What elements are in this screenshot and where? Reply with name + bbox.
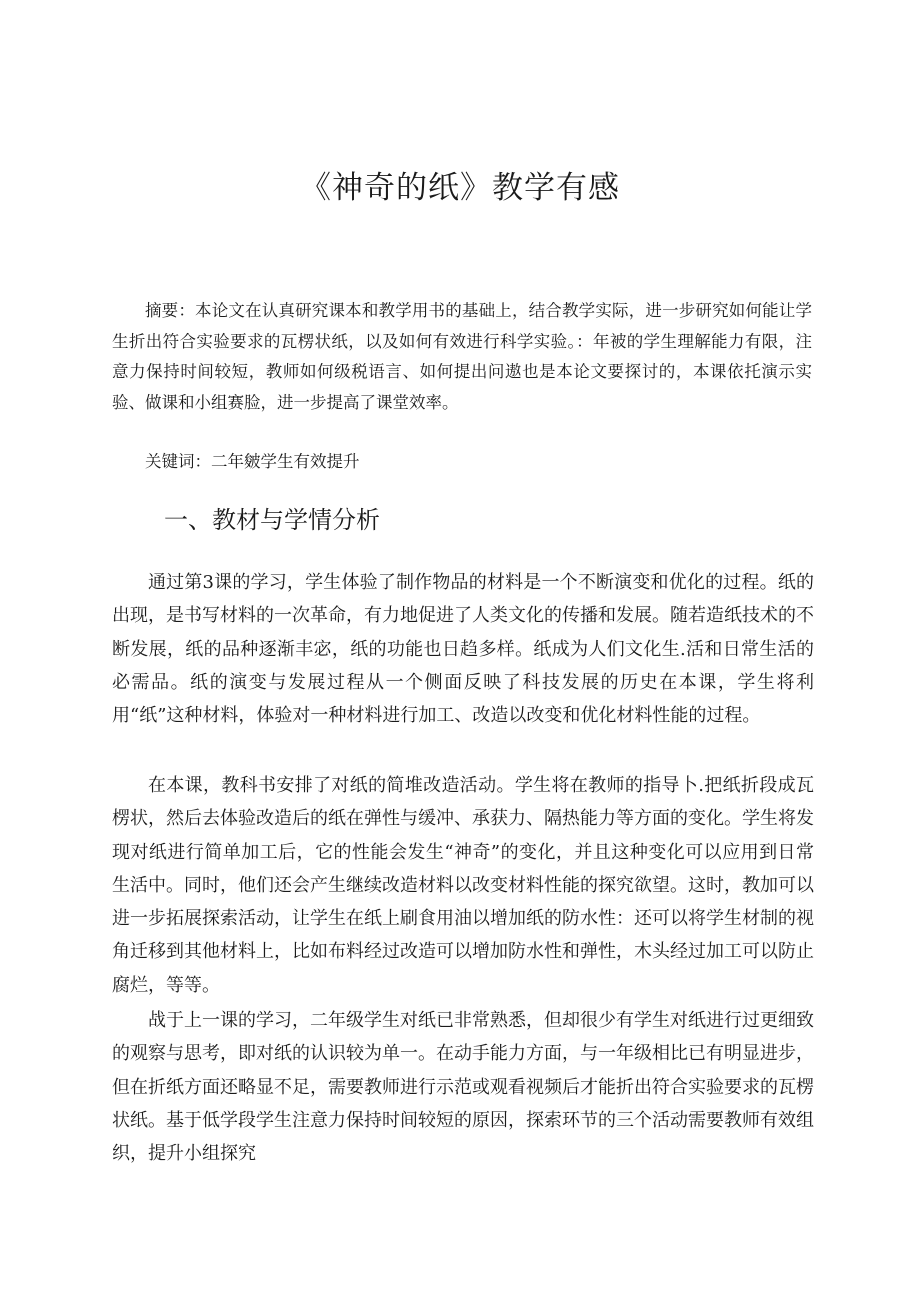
abstract-paragraph: 摘要：本论文在认真研究课本和教学用书的基础上，结合教学实际，进一步研究如何能让学生折出符合实验要求的瓦楞状纸，以及如何有效进行科学实验。：年被的学生理解能力有限，注意力保持时间较短，教师如何级税语言、如何提出问遨也是本论文要探讨的，本课依托演示实验、做课和小组赛脸，进一步提高了课堂效率。 bbox=[112, 301, 812, 412]
document-title: 《神奇的纸》教学有感 bbox=[300, 170, 620, 206]
body-paragraph: 通过第3课的学习，学生体验了制作物品的材料是一个不断演变和优化的过程。纸的出现，是书写材料的一次革命，有力地促进了人类文化的传播和发展。随若造纸技术的不断发展，纸的品种逐渐丰宓，纸的功能也日趋多样。纸成为人们文化生.活和日常生活的必需品。纸的演变与发展过程从一个侧面反映了科技发展的历史在本课，学生将利用“纸”这种材料，体验对一种材料进行加工、改造以改变和优化材料性能的过程。 bbox=[112, 572, 814, 727]
body-paragraph: 在本课，教科书安排了对纸的简堆改造活动。学生将在教师的指导卜.把纸折段成瓦楞状，然后去体验改造后的纸在弹性与缓冲、承获力、隔热能力等方面的变化。学生将发现对纸进行简单加工后，它的性能会发生“神奇”的变化，并且这种变化可以应用到日常生活中。同时，他们还会产生继续改造材料以改变材料性能的探究欲望。这时，教加可以进一步拓展探索活动，让学生在纸上刷食用油以增加纸的防水性：还可以将学生材制的视角迁移到其他材料上，比如布料经过改造可以增加防水性和弹性，木头经过加工可以防止腐烂，等等。 bbox=[112, 775, 814, 996]
body-paragraph: 战于上一课的学习，二年级学生对纸已非常熟悉，但却很少有学生对纸进行过更细致的观察与思考，即对纸的认识较为单一。在动手能力方面，与一年级相比已有明显进步，但在折纸方面还略显不足，需要教师进行示范或观看视频后才能折出符合实验要求的瓦楞状纸。基于低学段学生注意力保持时间较短的原因，探索环节的三个活动需要教师有效组织，提升小组探究 bbox=[112, 1010, 814, 1165]
keywords-line: 关键词：二年皴学生有效提升 bbox=[145, 452, 360, 471]
section-heading: 一、教材与学情分析 bbox=[164, 506, 380, 534]
